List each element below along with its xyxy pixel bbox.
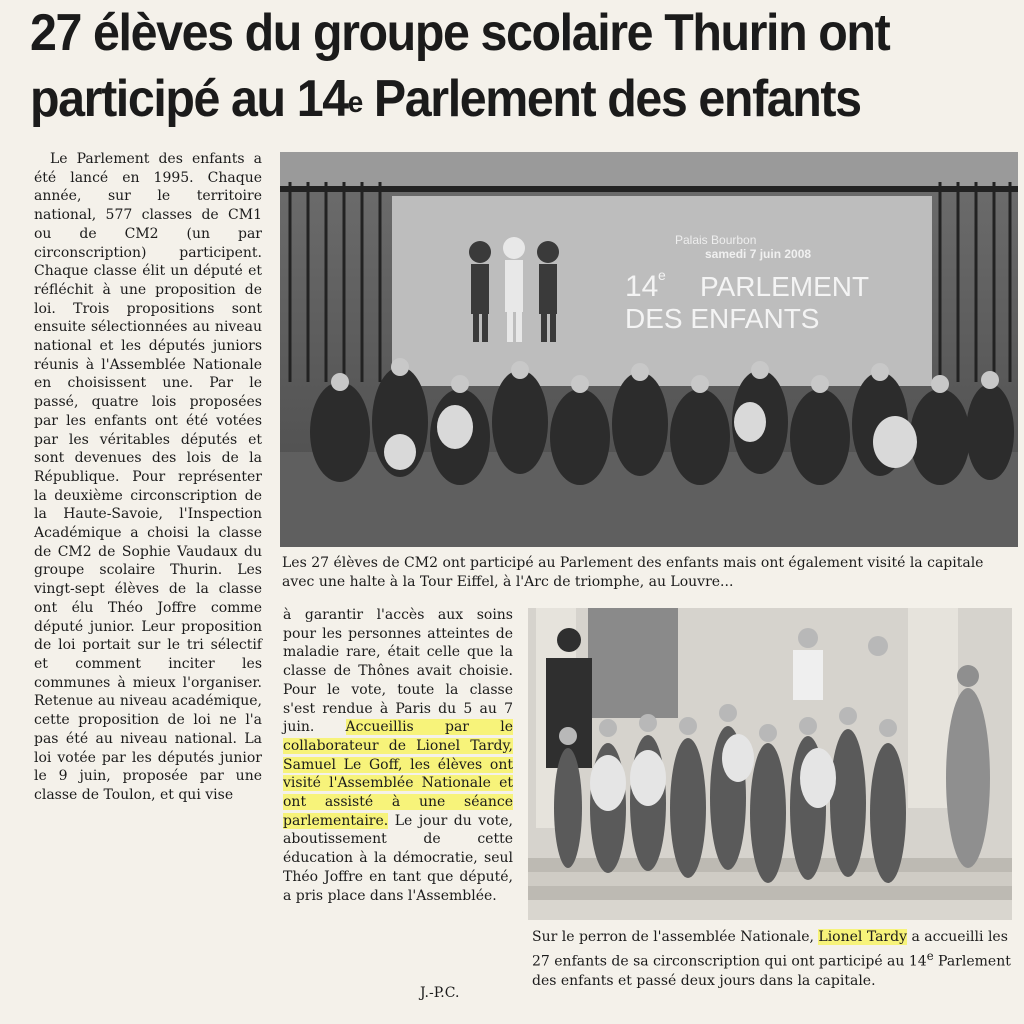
banner-line-1: PARLEMENT: [700, 271, 870, 302]
article-column-middle: [283, 606, 513, 905]
photo-2-caption: [532, 928, 1012, 991]
banner-date: samedi 7 juin 2008: [705, 247, 812, 261]
article-column-left: [34, 150, 262, 805]
highlighted-name: Lionel Tardy: [818, 929, 907, 945]
headline-superscript: e: [347, 86, 362, 119]
article-headline: [30, 0, 951, 132]
headline-line-2-start: participé au 14: [30, 70, 348, 128]
photo-2-illustration: [528, 608, 1012, 920]
banner-superscript: e: [658, 267, 666, 283]
photo-2-caption-end: Parlement des enfants et passé deux jours dans la capitale.: [532, 953, 1011, 989]
column-middle-text: [283, 606, 513, 905]
column-middle-text-end: Le jour du vote, aboutissement de cette éducation à la démocratie, seul Théo Joffre en tant que député, a pris place dans l'Assemblée.: [283, 812, 513, 904]
banner-place: Palais Bourbon: [675, 233, 757, 247]
photo-2-caption-superscript: e: [926, 949, 934, 963]
group-photo-palais-bourbon: [280, 152, 1018, 547]
author-signature: J.-P.C.: [420, 985, 460, 1001]
photo-1-caption: Les 27 élèves de CM2 ont participé au Parlement des enfants mais ont également visité la capitale avec une halte à la Tour Eiffel, à l'Arc de triomphe, au Louvre...: [282, 555, 984, 590]
banner-number: 14: [625, 270, 659, 303]
group-photo-assemblee-steps: [528, 608, 1012, 920]
column-left-text: Le Parlement des enfants a été lancé en 1995. Chaque année, sur le territoire national, 577 classes de CM1 ou de CM2 (un par circonscription) participent. Chaque classe élit un député et réfléchit à une proposition de loi. Trois propositions sont ensuite sélectionnées au niveau national et les députés juniors réunis à l'Assemblée Nationale en choisissent une. Par le passé, quatre lois proposées par les enfants ont été votées par les véritables députés et sont devenues des lois de la République. Pour représenter la deuxième circonscription de la Haute-Savoie, l'Inspection Académique a choisi la classe de CM2 de Sophie Vaudaux du groupe scolaire Thurin. Les vingt-sept élèves de la classe ont élu Théo Joffre comme député junior. Leur proposition de loi portait sur le tri sélectif et comment inciter les communes à mieux l'organiser. Retenue au niveau académique, cette proposition de loi ne l'a pas été au niveau national. La loi votée par les députés junior le 9 juin, proposée par une classe de Toulon, et qui vise: [34, 151, 262, 803]
headline-line-1: 27 élèves du groupe scolaire Thurin ont: [30, 4, 890, 62]
banner-line-2: DES ENFANTS: [625, 303, 820, 334]
highlighted-passage: Accueillis par le collaborateur de Lionel Tardy, Samuel Le Goff, les élèves ont visité l'Assemblée Nationale et ont assisté à une séance parlementaire.: [283, 719, 513, 829]
photo-2-caption-middle: a accueilli les 27 enfants de sa circonscription qui ont participé au 14: [532, 929, 1008, 970]
photo-1-illustration: [280, 152, 1018, 547]
headline-line-2: [30, 66, 951, 132]
column-middle-text-start: à garantir l'accès aux soins pour les personnes atteintes de maladie rare, était celle que la classe de Thônes avait choisie. Pour le vote, toute la classe s'est rendue à Paris du 5 au 7 juin.: [283, 607, 513, 736]
photo-2-caption-start: Sur le perron de l'assemblée Nationale,: [532, 929, 819, 945]
headline-line-2-end: Parlement des enfants: [361, 70, 861, 128]
